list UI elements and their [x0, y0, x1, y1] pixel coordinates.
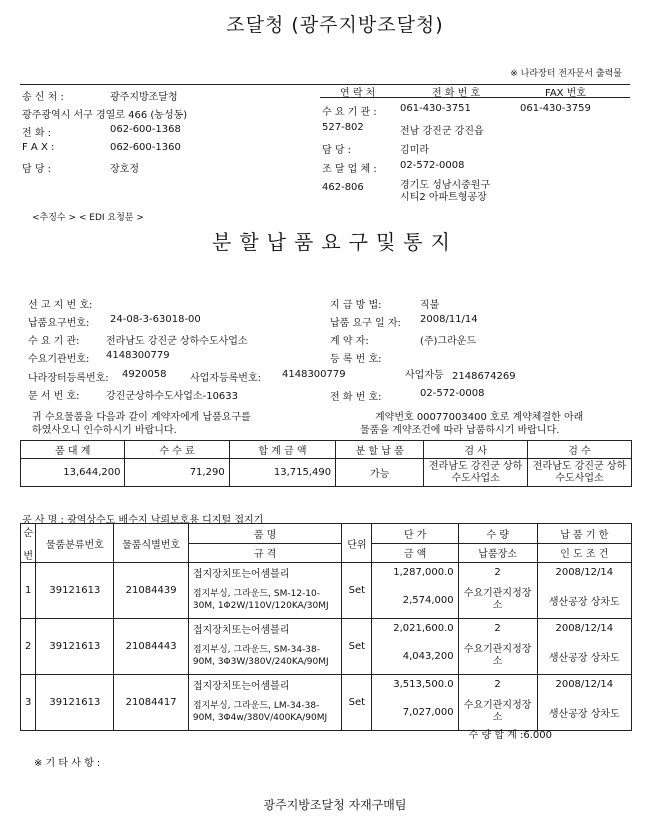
header-seq-top: 순: [23, 528, 34, 539]
demand-org-label: 수 요 기 관:: [28, 336, 80, 347]
header-unit: 단위: [342, 524, 372, 563]
row-2-qty: 2: [458, 619, 537, 639]
request-date-label: 납품 요구 일 자:: [330, 318, 401, 329]
row-2-price: 2,021,600.0: [372, 619, 458, 639]
summary-split: 가능: [336, 459, 424, 487]
doc-no-label: 문 서 번 호:: [28, 391, 80, 402]
header-terms: 인 도 조 건: [537, 543, 631, 563]
row-3-item-id: 21084417: [114, 675, 189, 731]
row-1-amount: 2,574,000: [372, 583, 458, 619]
notice-left-2: 하였사오니 인수하시기 바랍니다.: [32, 425, 177, 436]
document-subtitle: 분할납품요구및통지: [212, 230, 458, 254]
header-amount: 금 액: [372, 543, 458, 563]
row-2-seq: 2: [21, 619, 36, 675]
header-spec: 규 격: [188, 543, 341, 563]
header-deadline: 납 품 기 한: [537, 524, 631, 544]
row-2-class-no: 39121613: [36, 619, 114, 675]
biz-no: 4148300779: [282, 369, 346, 380]
row-1-price: 1,287,000.0: [372, 563, 458, 583]
reg-no: 4920058: [122, 369, 167, 380]
biz-label: 사업자등: [405, 370, 444, 381]
phone: 02-572-0008: [420, 388, 485, 399]
row-3-deadline: 2008/12/14: [537, 675, 631, 695]
payment: 직불: [420, 300, 440, 311]
demand-manager-label: 담 당 :: [322, 145, 352, 156]
contacts-header-phone: 전 화 번 호: [432, 88, 481, 99]
remarks-label: ※ 기 타 사 항 :: [34, 758, 101, 769]
payment-label: 지 급 방 법:: [330, 300, 382, 311]
header-item-name: 품 명: [188, 524, 341, 544]
header-unit-price: 단 가: [372, 524, 458, 544]
summary-table: [20, 440, 632, 487]
row-2-spec: 접지부싱, 그라운드, SM-34-38-90M, 3Φ3W/380V/240KA/90MJ: [188, 639, 341, 675]
row-1-item-id: 21084439: [114, 563, 189, 619]
row-3-name: 접지장치또는어셈블리: [188, 675, 341, 695]
summary-header-accept: 검 수: [528, 441, 632, 459]
row-1-seq: 1: [21, 563, 36, 619]
project-name: 공 사 명 : 광역상수도 배수지 낙뢰보호용 디지털 접지기: [22, 515, 264, 526]
summary-accept: 전라남도 강진군 상하수도사업소: [528, 459, 632, 487]
doc-no: 강진군상하수도사업소-10633: [106, 391, 239, 402]
row-2-place: 수요기관지정장소: [458, 639, 537, 675]
items-table: [20, 523, 632, 731]
request-no: 24-08-3-63018-00: [110, 314, 201, 325]
notice-right-1: 계약번호 00077003400 호로 계약체결한 아래: [375, 412, 584, 423]
row-3-price: 3,513,500.0: [372, 675, 458, 695]
sender-address: 광주광역시 서구 경열로 466 (농성동): [22, 110, 188, 121]
contacts-header-label: 연 락 처: [340, 88, 376, 99]
row-3-seq: 3: [21, 675, 36, 731]
supplier-zip: 462-806: [322, 182, 364, 193]
reg-no-label: 나라장터등록번호:: [28, 373, 109, 384]
contacts-rule: [320, 97, 630, 98]
summary-header-total: 품 대 계: [21, 441, 125, 459]
row-1-unit: Set: [342, 563, 372, 619]
notice-no-label: 선 고 지 번 호:: [28, 300, 93, 311]
summary-header-inspect: 검 사: [424, 441, 528, 459]
row-2-unit: Set: [342, 619, 372, 675]
summary-sum: 13,715,490: [229, 459, 335, 487]
supplier-address-1: 경기도 성남시중원구: [400, 180, 491, 191]
sender-name: 광주지방조달청: [110, 92, 178, 103]
sender-phone-label: 전 화 :: [22, 128, 52, 139]
register-label: 등 록 번 호:: [330, 354, 382, 365]
footer: 광주지방조달청 자재구매팀: [263, 798, 407, 812]
summary-header-split: 분 할 납 품: [336, 441, 424, 459]
header-rule: [20, 84, 630, 85]
sender-fax-label: F A X :: [22, 142, 55, 153]
demand-zip: 527-802: [322, 122, 364, 133]
supplier-label: 조 달 업 체 :: [322, 164, 377, 175]
header-item-id: 물품식별번호: [114, 524, 189, 563]
request-no-label: 납품요구번호:: [28, 318, 90, 329]
row-2-amount: 4,043,200: [372, 639, 458, 675]
summary-header-sum: 합 계 금 액: [229, 441, 335, 459]
demand-code-label: 수요기관번호:: [28, 354, 90, 365]
row-3-amount: 7,027,000: [372, 695, 458, 731]
header-class-no: 물품분류번호: [36, 524, 114, 563]
notice-right-2: 물품을 계약조건에 따라 납품하시기 바랍니다.: [360, 425, 560, 436]
demand-address: 전남 강진군 강진읍: [400, 126, 484, 137]
sender-manager: 장호정: [110, 164, 139, 175]
document-title: 조달청 (광주지방조달청): [226, 14, 444, 36]
summary-total: 13,644,200: [21, 459, 125, 487]
summary-inspect: 전라남도 강진군 상하수도사업소: [424, 459, 528, 487]
row-1-terms: 생산공장 상차도: [537, 583, 631, 619]
contractor: (주)그라운드: [420, 336, 477, 347]
row-2-name: 접지장치또는어셈블리: [188, 619, 341, 639]
row-1-class-no: 39121613: [36, 563, 114, 619]
sender-fax: 062-600-1360: [110, 142, 181, 153]
header-seq-bottom: 번: [23, 551, 34, 562]
row-2-item-id: 21084443: [114, 619, 189, 675]
supplier-phone: 02-572-0008: [400, 160, 465, 171]
sender-manager-label: 담 당 :: [22, 164, 52, 175]
row-1-spec: 접지부싱, 그라운드, SM-12-10-30M, 1Φ2W/110V/120KA/30MJ: [188, 583, 341, 619]
row-2-deadline: 2008/12/14: [537, 619, 631, 639]
request-date: 2008/11/14: [420, 314, 478, 325]
notice-left-1: 귀 수요물품을 다음과 같이 계약자에게 납품요구를: [32, 412, 251, 423]
row-1-qty: 2: [458, 563, 537, 583]
phone-label: 전 화 번 호:: [330, 392, 382, 403]
demand-label: 수 요 기 관 :: [322, 107, 377, 118]
quantity-total: 수 량 합 계 :6.000: [468, 730, 552, 741]
contacts-header-fax: FAX 번호: [545, 88, 587, 99]
biz-no-label: 사업자등록번호:: [190, 373, 261, 384]
row-3-terms: 생산공장 상차도: [537, 695, 631, 731]
row-1-name: 접지장치또는어셈블리: [188, 563, 341, 583]
summary-fee: 71,290: [125, 459, 229, 487]
breadcrumb: <추징수 > < EDI 요청분 >: [32, 213, 144, 223]
output-note: ※ 나라장터 전자문서 출력물: [510, 69, 622, 79]
demand-manager: 김미라: [400, 145, 429, 156]
row-2-terms: 생산공장 상차도: [537, 639, 631, 675]
demand-org: 전라남도 강진군 상하수도사업소: [106, 336, 248, 347]
contractor-label: 계 약 자:: [330, 336, 369, 347]
row-1-place: 수요기관지정장소: [458, 583, 537, 619]
row-3-class-no: 39121613: [36, 675, 114, 731]
biz: 2148674269: [452, 371, 516, 382]
row-3-qty: 2: [458, 675, 537, 695]
sender-phone: 062-600-1368: [110, 124, 181, 135]
row-3-place: 수요기관지정장소: [458, 695, 537, 731]
row-3-spec: 접지부싱, 그라운드, LM-34-38-90M, 3Φ4w/380V/400KA/90MJ: [188, 695, 341, 731]
sender-name-label: 송 신 처 :: [22, 92, 64, 103]
demand-fax: 061-430-3759: [520, 103, 591, 114]
supplier-address-2: 시티2 아파트형공장: [400, 192, 487, 203]
demand-phone: 061-430-3751: [400, 103, 471, 114]
header-seq: [21, 524, 36, 563]
row-1-deadline: 2008/12/14: [537, 563, 631, 583]
header-quantity: 수 량: [458, 524, 537, 544]
demand-code: 4148300779: [106, 350, 170, 361]
summary-header-fee: 수 수 료: [125, 441, 229, 459]
header-place: 납품장소: [458, 543, 537, 563]
row-3-unit: Set: [342, 675, 372, 731]
